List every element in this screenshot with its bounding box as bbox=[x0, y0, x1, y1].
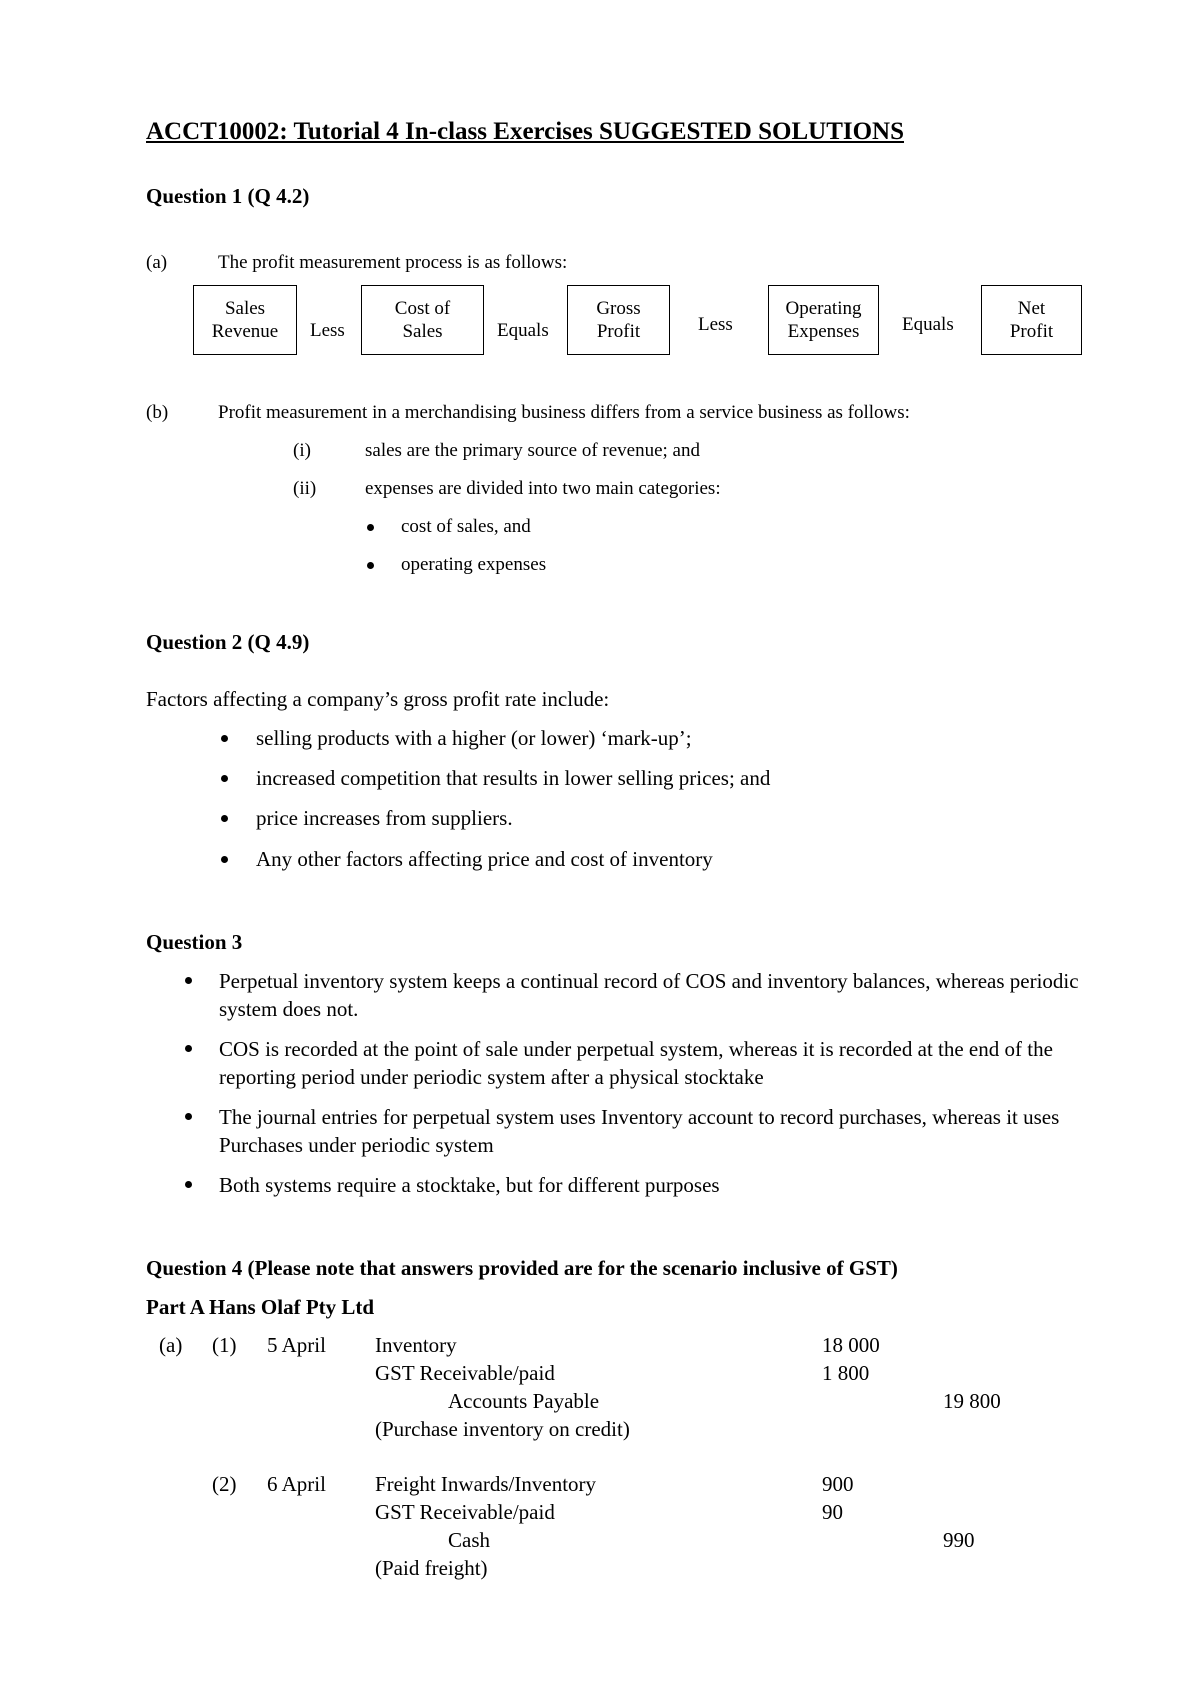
flow-box-gross-profit bbox=[567, 285, 670, 355]
q2-bullet-text: price increases from suppliers. bbox=[256, 806, 513, 830]
page-title: ACCT10002: Tutorial 4 In-class Exercises SUGGESTED SOLUTIONS bbox=[146, 118, 904, 145]
question-1-heading: Question 1 (Q 4.2) bbox=[146, 184, 310, 208]
bullet-icon bbox=[185, 1181, 192, 1188]
entry-account: GST Receivable/paid bbox=[375, 1361, 555, 1385]
entry-account: Inventory bbox=[375, 1333, 457, 1357]
q1-bullet-text: cost of sales, and bbox=[401, 516, 531, 537]
entry-date: 5 April bbox=[267, 1333, 326, 1357]
q2-bullet-text: selling products with a higher (or lower) ‘mark-up’; bbox=[256, 726, 692, 750]
flow-box-text: Sales bbox=[402, 321, 443, 342]
q1-bullet-text: operating expenses bbox=[401, 554, 547, 575]
flow-box-text: Profit bbox=[596, 321, 641, 342]
entry-narration: (Paid freight) bbox=[375, 1556, 488, 1580]
q1-part-a-text: The profit measurement process is as follows: bbox=[218, 252, 568, 273]
bullet-icon bbox=[221, 775, 228, 782]
flow-box-sales-revenue bbox=[193, 285, 297, 355]
question-2-heading: Question 2 (Q 4.9) bbox=[146, 630, 310, 654]
q1-part-b-label: (b) bbox=[146, 402, 169, 423]
entry-debit: 18 000 bbox=[822, 1333, 880, 1357]
bullet-icon bbox=[185, 1045, 192, 1052]
q3-bullet-text: Perpetual inventory system keeps a continual record of COS and inventory balances, whereas periodic system does not. bbox=[219, 969, 1079, 1021]
q1-item-text: sales are the primary source of revenue; and bbox=[365, 440, 700, 461]
flow-box-text: Cost of bbox=[394, 298, 451, 319]
entry-number: (1) bbox=[212, 1333, 237, 1357]
entry-account: GST Receivable/paid bbox=[375, 1500, 555, 1524]
flow-box-text: Net bbox=[1017, 298, 1046, 319]
bullet-icon bbox=[221, 735, 228, 742]
flow-box-text: Profit bbox=[1009, 321, 1054, 342]
flow-box-text: Expenses bbox=[787, 321, 860, 342]
q3-bullet-text: The journal entries for perpetual system uses Inventory account to record purchases, whereas it uses Purchases under periodic system bbox=[219, 1105, 1060, 1157]
flow-box-cost-of-sales bbox=[361, 285, 484, 355]
flow-operator-less: Less bbox=[310, 320, 345, 341]
flow-operator-equals: Equals bbox=[497, 320, 549, 341]
entry-account: Accounts Payable bbox=[448, 1389, 600, 1413]
flow-box-text: Gross bbox=[596, 298, 641, 319]
q1-item-text: expenses are divided into two main categories: bbox=[365, 478, 721, 499]
q3-bullet-text: Both systems require a stocktake, but for different purposes bbox=[219, 1173, 720, 1197]
bullet-icon bbox=[221, 815, 228, 822]
entry-narration: (Purchase inventory on credit) bbox=[375, 1417, 630, 1441]
entry-debit: 90 bbox=[822, 1500, 843, 1524]
entry-date: 6 April bbox=[267, 1472, 326, 1496]
entry-credit: 990 bbox=[943, 1528, 975, 1552]
q1-part-a-label: (a) bbox=[146, 252, 168, 273]
flow-operator-equals: Equals bbox=[902, 314, 954, 335]
bullet-icon bbox=[221, 856, 228, 863]
flow-operator-less: Less bbox=[698, 314, 733, 335]
q1-part-b-text: Profit measurement in a merchandising business differs from a service business as follows: bbox=[218, 402, 910, 423]
bullet-icon bbox=[367, 562, 374, 569]
bullet-icon bbox=[367, 524, 374, 531]
entry-debit: 1 800 bbox=[822, 1361, 870, 1385]
bullet-icon bbox=[185, 977, 192, 984]
entry-number: (2) bbox=[212, 1472, 237, 1496]
entry-credit: 19 800 bbox=[943, 1389, 1001, 1413]
part-a-label: (a) bbox=[159, 1333, 183, 1357]
entry-debit: 900 bbox=[822, 1472, 854, 1496]
q2-intro: Factors affecting a company’s gross profit rate include: bbox=[146, 687, 610, 711]
flow-box-net-profit bbox=[981, 285, 1082, 355]
entry-account: Freight Inwards/Inventory bbox=[375, 1472, 597, 1496]
question-4-heading: Question 4 (Please note that answers provided are for the scenario inclusive of GST) bbox=[146, 1256, 898, 1280]
q1-item-label: (i) bbox=[293, 440, 311, 461]
q3-bullet-text: COS is recorded at the point of sale under perpetual system, whereas it is recorded at the end of the reporting period under periodic system after a physical stocktake bbox=[219, 1037, 1053, 1089]
question-3-heading: Question 3 bbox=[146, 930, 243, 954]
part-a-heading: Part A Hans Olaf Pty Ltd bbox=[146, 1295, 375, 1319]
flow-box-text: Revenue bbox=[211, 321, 279, 342]
flow-box-operating-expenses bbox=[768, 285, 879, 355]
q2-bullet-text: increased competition that results in lower selling prices; and bbox=[256, 766, 771, 790]
q1-item-label: (ii) bbox=[293, 478, 317, 499]
flow-box-text: Sales bbox=[224, 298, 266, 319]
q2-bullet-text: Any other factors affecting price and cost of inventory bbox=[256, 847, 713, 871]
entry-account: Cash bbox=[448, 1528, 490, 1552]
bullet-icon bbox=[185, 1113, 192, 1120]
flow-box-text: Operating bbox=[785, 298, 862, 319]
